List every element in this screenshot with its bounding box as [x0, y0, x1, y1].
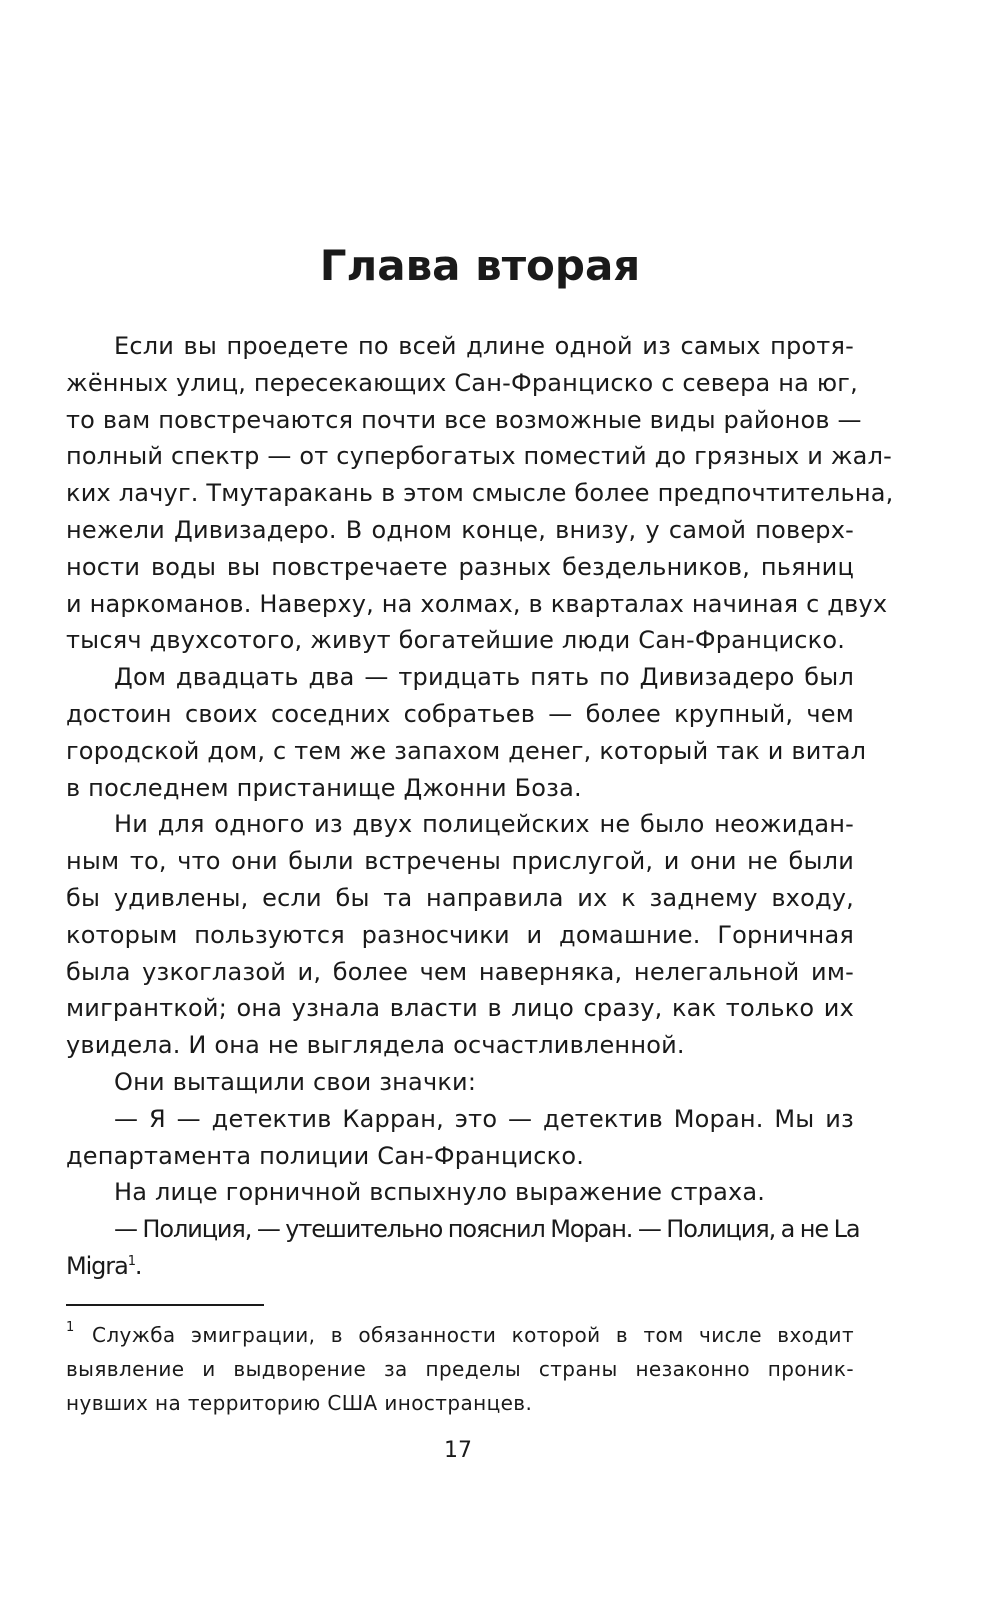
footnote-divider — [66, 1304, 264, 1306]
body-line: Дом двадцать два — тридцать пять по Дивизадеро был — [114, 663, 854, 692]
body-line-final — [66, 1248, 854, 1285]
footnote-line: нувших на территорию США иностранцев. — [66, 1391, 533, 1415]
body-line: достоин своих соседних собратьев — более крупный, чем — [66, 699, 854, 728]
body-line: увидела. И она не выглядела осчастливленной. — [66, 1031, 685, 1060]
body-line: и наркоманов. Наверху, на холмах, в кварталах начиная с двух — [66, 589, 888, 618]
body-line: тысяч двухсотого, живут богатейшие люди Сан-Франциско. — [66, 626, 846, 655]
footnote-reference: 1 — [127, 1253, 135, 1269]
body-line: которым пользуются разносчики и домашние. Горничная — [66, 920, 854, 949]
body-line: — Полиция, — утешительно пояснил Моран. — Полиция, а не La — [114, 1215, 860, 1244]
final-line-text: Migra — [66, 1251, 128, 1280]
body-line: ких лачуг. Тмутаракань в этом смысле более предпочтительна, — [66, 479, 894, 508]
body-line: ным то, что они были встречены прислугой, и они не были — [66, 847, 854, 876]
body-line: Если вы проедете по всей длине одной из самых протя- — [114, 332, 854, 360]
body-line: нежели Дивизадеро. В одном конце, внизу, у самой поверх- — [66, 515, 854, 544]
page-number: 17 — [444, 1438, 472, 1463]
footnote-marker: 1 — [66, 1320, 75, 1335]
body-line: Ни для одного из двух полицейских не было неожидан- — [114, 810, 854, 839]
body-line: в последнем пристанище Джонни Боза. — [66, 773, 582, 802]
body-line: бы удивлены, если бы та направила их к заднему входу, — [66, 883, 854, 912]
body-line: то вам повстречаются почти все возможные виды районов — — [66, 405, 862, 434]
body-line: мигранткой; она узнала власти в лицо сразу, как только их — [66, 994, 854, 1023]
body-line: департамента полиции Сан-Франциско. — [66, 1141, 585, 1170]
body-line: полный спектр — от супербогатых поместий до грязных и жал- — [66, 442, 892, 471]
footnote-line: выявление и выдворение за пределы страны незаконно проник- — [66, 1357, 854, 1381]
body-line: — Я — детектив Карран, это — детектив Моран. Мы из — [114, 1104, 854, 1133]
footnote — [66, 1318, 854, 1420]
body-line: была узкоглазой и, более чем наверняка, нелегальной им- — [66, 957, 854, 986]
chapter-body — [66, 328, 894, 1285]
footnote-text: Служба эмиграции, в обязанности которой в том числе входит — [92, 1323, 854, 1347]
body-line: городской дом, с тем же запахом денег, который так и витал — [66, 736, 867, 765]
footnote-line — [66, 1318, 854, 1352]
body-line: жённых улиц, пересекающих Сан-Франциско с севера на юг, — [66, 368, 858, 397]
final-line-trailing: . — [134, 1251, 142, 1280]
chapter-title: Глава вторая — [319, 241, 641, 290]
body-line: ности воды вы повстречаете разных бездельников, пьяниц — [66, 552, 854, 581]
body-line: Они вытащили свои значки: — [114, 1067, 477, 1096]
body-line: На лице горничной вспыхнуло выражение страха. — [114, 1178, 766, 1207]
